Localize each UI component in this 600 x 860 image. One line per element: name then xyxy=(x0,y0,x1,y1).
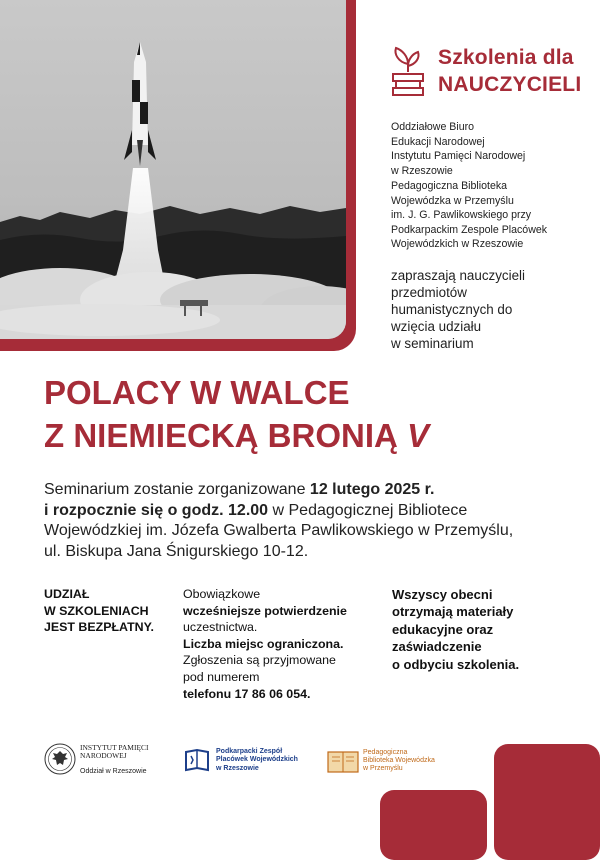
ipn-logo-text: INSTYTUT PAMIĘCI NARODOWEJ xyxy=(80,743,149,761)
seminar-date: 12 lutego 2025 r. xyxy=(309,481,435,498)
title-line-2: Z NIEMIECKĄ BRONIĄ V xyxy=(44,417,430,454)
seminar-time: i rozpocznie się o godz. 12.00 xyxy=(44,501,269,519)
reg-line-1: Obowiązkowe xyxy=(183,587,261,601)
invitation-text: zapraszają nauczycieli przedmiotów humanistycznych do wzięcia udziału w seminarium xyxy=(391,268,525,351)
desc-address: ul. Biskupa Jana Śnigurskiego 10-12. xyxy=(44,542,309,560)
reg-line-2: wcześniejsze potwierdzenie xyxy=(183,603,347,618)
organizer-ipn: Oddziałowe Biuro Edukacji Narodowej Instytutu Pamięci Narodowej w Rzeszowie xyxy=(391,121,526,177)
reg-line-4: Liczba miejsc ograniczona. xyxy=(183,636,344,651)
title-v-letter: V xyxy=(407,417,430,454)
materials-info: Wszyscy obecni otrzymają materiały edukacyjne oraz zaświadczenie o odbyciu szkolenia. xyxy=(392,587,520,672)
ipn-branch: Oddział w Rzeszowie xyxy=(80,768,147,775)
pbw-book-icon xyxy=(326,748,360,774)
registration-info xyxy=(183,586,383,702)
desc-part-4: Wojewódzkiej im. Józefa Gwalberta Pawlikowskiego w Przemyślu, xyxy=(44,522,514,539)
phone-number: telefonu 17 86 06 054. xyxy=(183,686,311,701)
pzp-book-icon xyxy=(183,746,211,774)
desc-part-1: Seminarium zostanie zorganizowane xyxy=(44,481,310,498)
seminar-description xyxy=(44,480,584,562)
pbw-logo-text: Pedagogiczna Biblioteka Wojewódzka w Przemyślu xyxy=(363,749,435,773)
program-title: Szkolenia dla NAUCZYCIELI xyxy=(438,46,582,96)
desc-part-3: w Pedagogicznej Bibliotece xyxy=(268,501,468,519)
decorative-block-large xyxy=(494,744,600,860)
free-participation: UDZIAŁ W SZKOLENIACH JEST BEZPŁATNY. xyxy=(44,587,154,635)
seminar-title xyxy=(44,371,429,457)
ipn-eagle-emblem xyxy=(44,743,76,775)
plant-books-icon xyxy=(388,44,428,98)
organizer-library: Pedagogiczna Biblioteka Wojewódzka w Przemyślu im. J. G. Pawlikowskiego przy Podkarpackim Zespole Placówek Wojewódzkich w Rzeszowie xyxy=(391,180,548,251)
rocket-photo xyxy=(0,0,346,339)
reg-line-3: uczestnictwa. xyxy=(183,620,258,635)
decorative-block-small xyxy=(380,790,487,860)
reg-line-6: pod numerem xyxy=(183,669,260,684)
pzp-logo-text: Podkarpacki Zespół Placówek Wojewódzkich w Rzeszowie xyxy=(216,748,298,772)
title-line-1: POLACY W WALCE xyxy=(44,374,350,411)
reg-line-5: Zgłoszenia są przyjmowane xyxy=(183,653,336,668)
